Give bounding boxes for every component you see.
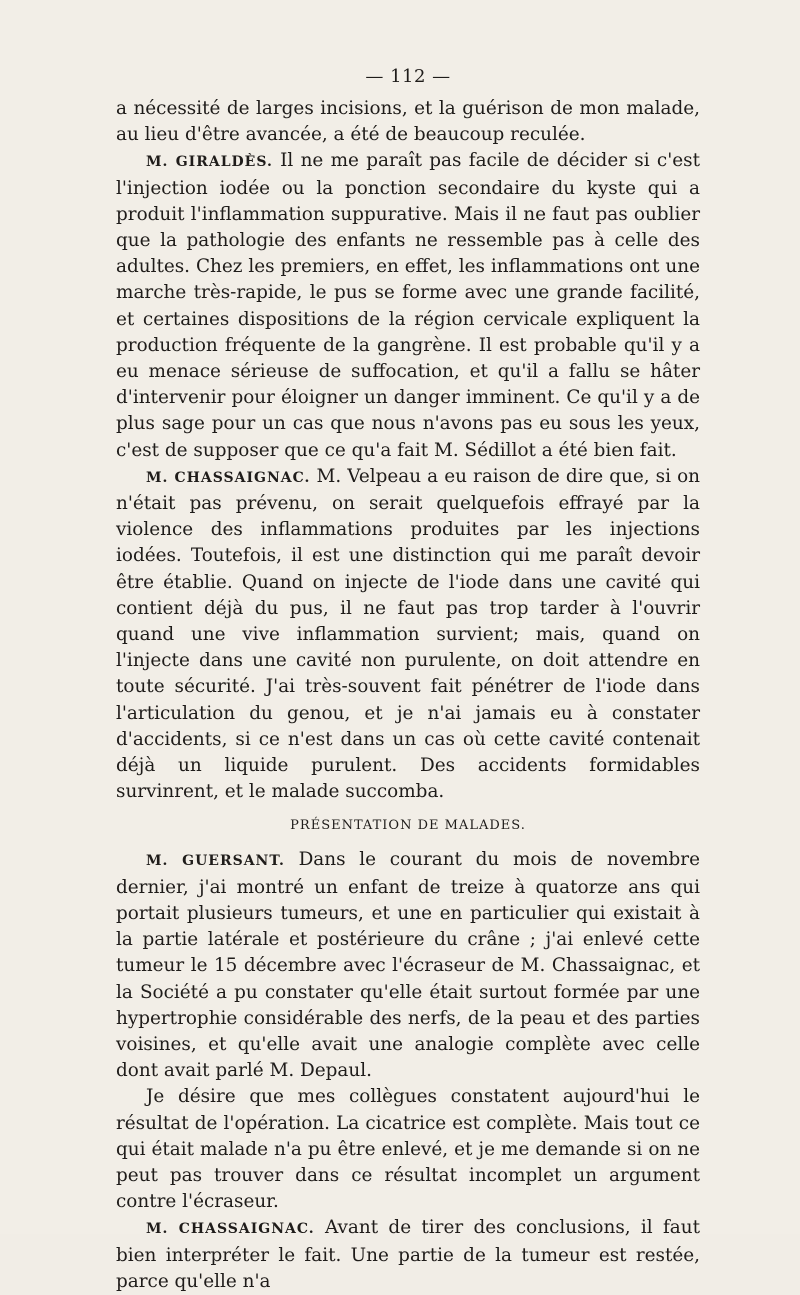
paragraph-guersant bbox=[116, 847, 700, 1084]
paragraph-giraldes bbox=[116, 148, 700, 463]
paragraph-continuation: a nécessité de larges incisions, et la guérison de mon malade, au lieu d'être avancée, a été de beaucoup reculée. bbox=[116, 98, 700, 146]
paragraph-chassaignac bbox=[116, 464, 700, 806]
paragraph-guersant-continued: Je désire que mes collègues constatent aujourd'hui le résultat de l'opération. La cicatrice est complète. Mais tout ce qui était malade n'a pu être enlevé, et je me demande si on ne peut pas trouver dans ce résultat incomplet un argument contre l'écraseur. bbox=[116, 1086, 700, 1213]
paragraph-text: Il ne me paraît pas facile de décider si c'est l'injection iodée ou la ponction secondaire du kyste qui a produit l'inflammation suppurative. Mais il ne faut pas oublier que la pathologie des enfants ne ressemble pas à celle des adultes. Chez les premiers, en effet, les inflammations ont une marche très-rapide, le pus se forme avec une grande facilité, et certaines dispositions de la région cervicale expliquent la production fréquente de la gangrène. Il est probable qu'il y a eu menace sérieuse de suffocation, et qu'il a fallu se hâter d'intervenir pour éloigner un danger imminent. Ce qu'il y a de plus sage pour un cas que nous n'avons pas eu sous les yeux, c'est de supposer que ce qu'a fait M. Sédillot a été bien fait. bbox=[116, 150, 700, 461]
paragraph-text: Dans le courant du mois de novembre dernier, j'ai montré un enfant de treize à quatorze ans qui portait plusieurs tumeurs, et une en particulier qui existait à la partie latérale et postérieure du crâne ; j'ai enlevé cette tumeur le 15 décembre avec l'écraseur de M. Chassaignac, et la Société a pu constater qu'elle était surtout formée par une hypertrophie considérable des nerfs, de la peau et des parties voisines, et qu'elle avait une analogie complète avec celle dont avait parlé M. Depaul. bbox=[116, 849, 700, 1082]
speaker-name: M. CHASSAIGNAC. bbox=[146, 1221, 315, 1238]
section-heading: PRÉSENTATION DE MALADES. bbox=[290, 818, 526, 834]
speaker-name: M. GUERSANT. bbox=[146, 853, 285, 870]
speaker-name: M. CHASSAIGNAC. bbox=[146, 469, 311, 486]
paragraph-chassaignac-reply bbox=[116, 1215, 700, 1295]
speaker-name: M. GIRALDÈS. bbox=[146, 154, 273, 171]
page-number: — 112 — bbox=[365, 66, 451, 87]
paragraph-text: Avant de tirer des conclusions, il faut bien interpréter le fait. Une partie de la tumeur est restée, parce qu'elle n'a bbox=[116, 1217, 701, 1292]
paragraph-text: M. Velpeau a eu raison de dire que, si on n'était pas prévenu, on serait quelquefois effrayé par la violence des inflammations produites par les injections iodées. Toutefois, il est une distinction qui me paraît devoir être établie. Quand on injecte de l'iode dans une cavité qui contient déjà du pus, il ne faut pas trop tarder à l'ouvrir quand une vive inflammation survient; mais, quand on l'injecte dans une cavité non purulente, on doit attendre en toute sécurité. J'ai très-souvent fait pénétrer de l'iode dans l'articulation du genou, et je n'ai jamais eu à constater d'accidents, si ce n'est dans un cas où cette cavité contenait déjà un liquide purulent. Des accidents formidables survinrent, et le malade succomba. bbox=[116, 465, 700, 803]
